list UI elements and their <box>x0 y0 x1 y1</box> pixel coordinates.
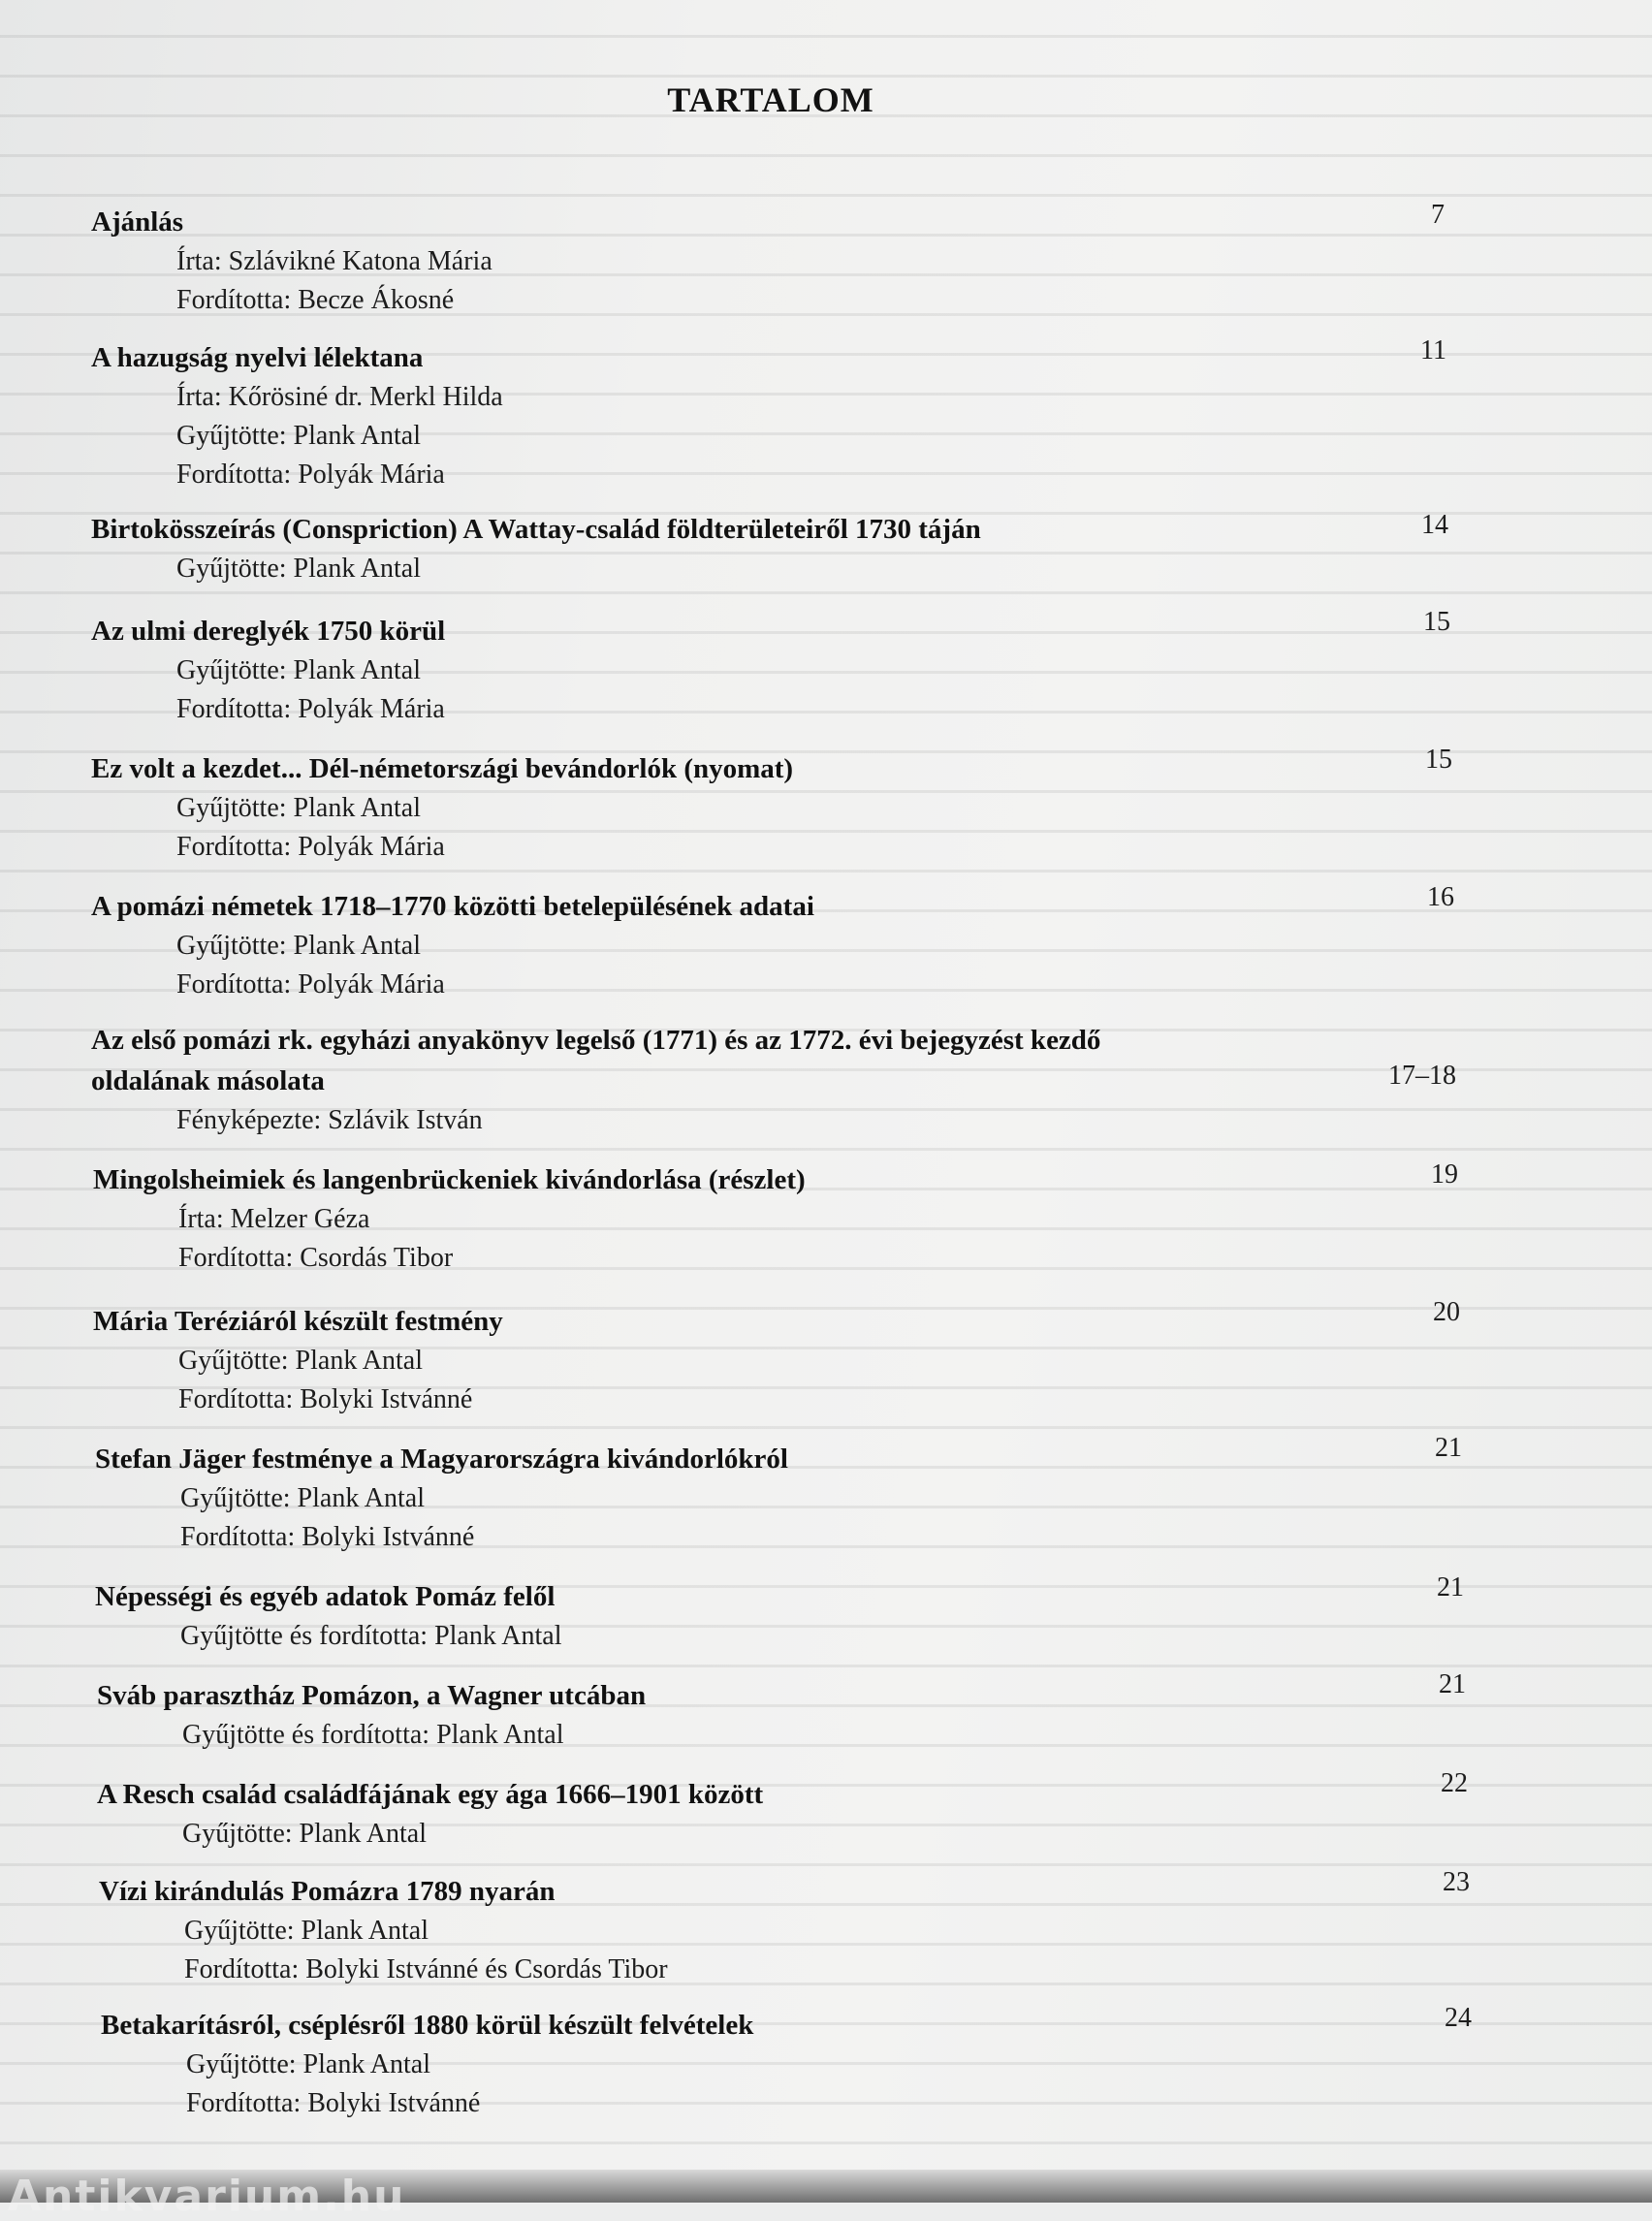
entry-credit: Fordította: Polyák Mária <box>176 832 445 862</box>
page-number: 22 <box>1441 1768 1468 1798</box>
page-number: 15 <box>1425 745 1452 775</box>
entry-credit: Fordította: Bolyki Istvánné <box>178 1384 473 1414</box>
entry-credit: Gyűjtötte: Plank Antal <box>176 421 421 451</box>
entry-credit: Írta: Kőrösiné dr. Merkl Hilda <box>176 382 503 412</box>
toc-entry-resch-csalad <box>97 1774 1474 1854</box>
entry-title: Birtokösszeírás (Conspriction) A Wattay-család földterületeiről 1730 táján <box>91 514 981 545</box>
entry-credit: Fordította: Polyák Mária <box>176 460 445 490</box>
toc-entry-stefan-jager <box>95 1439 1472 1557</box>
entry-title: Mingolsheimiek és langenbrückeniek kivándorlása (részlet) <box>93 1164 806 1195</box>
entry-title: A pomázi németek 1718–1770 közötti betelepülésének adatai <box>91 891 814 922</box>
entry-title: A Resch család családfájának egy ága 1666–1901 között <box>97 1779 764 1810</box>
entry-credit: Gyűjtötte: Plank Antal <box>186 2049 430 2079</box>
entry-credit: Gyűjtötte: Plank Antal <box>182 1819 427 1849</box>
page-number: 14 <box>1421 510 1448 540</box>
entry-title: Mária Teréziáról készült festmény <box>93 1306 503 1337</box>
entry-credit: Gyűjtötte: Plank Antal <box>176 554 421 584</box>
toc-entry-maria-tereziarol <box>93 1301 1470 1419</box>
entry-title: A hazugság nyelvi lélektana <box>91 342 424 373</box>
entry-title: Stefan Jäger festménye a Magyarországra kivándorlókról <box>95 1444 788 1475</box>
toc-entry-anyakonyv <box>91 1020 1468 1140</box>
page-number: 15 <box>1423 607 1450 637</box>
entry-credit: Gyűjtötte és fordította: Plank Antal <box>180 1621 562 1651</box>
entry-credit: Írta: Szlávikné Katona Mária <box>176 246 492 276</box>
page-number: 21 <box>1437 1572 1464 1602</box>
toc-entry-pomazi-nemetek <box>91 886 1468 1004</box>
page-number: 7 <box>1431 200 1445 230</box>
entry-title: Az ulmi dereglyék 1750 körül <box>91 616 446 647</box>
entry-credit: Fordította: Bolyki Istvánné és Csordás Tibor <box>184 1954 668 1984</box>
entry-credit: Fordította: Polyák Mária <box>176 694 445 724</box>
page-number: 17–18 <box>1388 1061 1456 1091</box>
page-number: 20 <box>1433 1297 1460 1327</box>
entry-credit: Fordította: Becze Ákosné <box>176 285 455 315</box>
entry-credit: Gyűjtötte és fordította: Plank Antal <box>182 1720 564 1750</box>
toc-entry-nepessegi-adatok <box>95 1576 1472 1656</box>
toc-entry-vizi-kirandulas <box>99 1871 1476 1989</box>
toc-entry-birtokosszeiras <box>91 509 1468 588</box>
toc-entry-betakaritas <box>101 2005 1477 2123</box>
toc-entry-svab-parasztház <box>97 1675 1474 1755</box>
page-number: 19 <box>1431 1159 1458 1190</box>
entry-title: Betakarításról, cséplésről 1880 körül készült felvételek <box>101 2010 754 2041</box>
entry-credit: Írta: Melzer Géza <box>178 1204 370 1234</box>
toc-entry-ez-volt-a-kezdet <box>91 748 1468 867</box>
entry-title: Ez volt a kezdet... Dél-németországi bevándorlók (nyomat) <box>91 753 794 784</box>
page-number: 16 <box>1427 882 1454 912</box>
entry-credit: Fordította: Csordás Tibor <box>178 1243 454 1273</box>
entry-credit: Fordította: Bolyki Istvánné <box>186 2088 481 2118</box>
entry-title: Ajánlás <box>91 206 184 238</box>
entry-credit: Gyűjtötte: Plank Antal <box>176 931 421 961</box>
page-number: 11 <box>1420 335 1446 365</box>
entry-credit: Fényképezte: Szlávik István <box>176 1105 483 1135</box>
page-number: 21 <box>1439 1669 1466 1699</box>
entry-credit: Fordította: Bolyki Istvánné <box>180 1522 475 1552</box>
toc-entry-ulmi-dereglyek <box>91 611 1468 729</box>
entry-credit: Gyűjtötte: Plank Antal <box>176 655 421 685</box>
watermark-text: Antikvarium.hu <box>8 2172 406 2221</box>
entry-credit: Gyűjtötte: Plank Antal <box>180 1483 425 1513</box>
entry-credit: Gyűjtötte: Plank Antal <box>184 1916 429 1946</box>
page-number: 24 <box>1445 2003 1472 2033</box>
entry-credit: Gyűjtötte: Plank Antal <box>178 1346 423 1376</box>
entry-title: Sváb parasztház Pomázon, a Wagner utcában <box>97 1680 647 1711</box>
entry-credit: Gyűjtötte: Plank Antal <box>176 793 421 823</box>
entry-title: Az első pomázi rk. egyházi anyakönyv legelső (1771) és az 1772. évi bejegyzést kezdő oldalának másolata <box>91 1025 1101 1096</box>
page-title: TARTALOM <box>667 80 874 119</box>
toc-entry-ajanlas <box>91 202 1468 320</box>
page-number: 23 <box>1443 1867 1470 1897</box>
toc-entry-hazugsag <box>91 337 1468 494</box>
entry-credit: Fordította: Polyák Mária <box>176 969 445 999</box>
page-number: 21 <box>1435 1433 1462 1463</box>
entry-title: Népességi és egyéb adatok Pomáz felől <box>95 1581 556 1612</box>
toc-entry-mingolsheimiek <box>93 1159 1470 1278</box>
entry-title: Vízi kirándulás Pomázra 1789 nyarán <box>99 1876 556 1907</box>
